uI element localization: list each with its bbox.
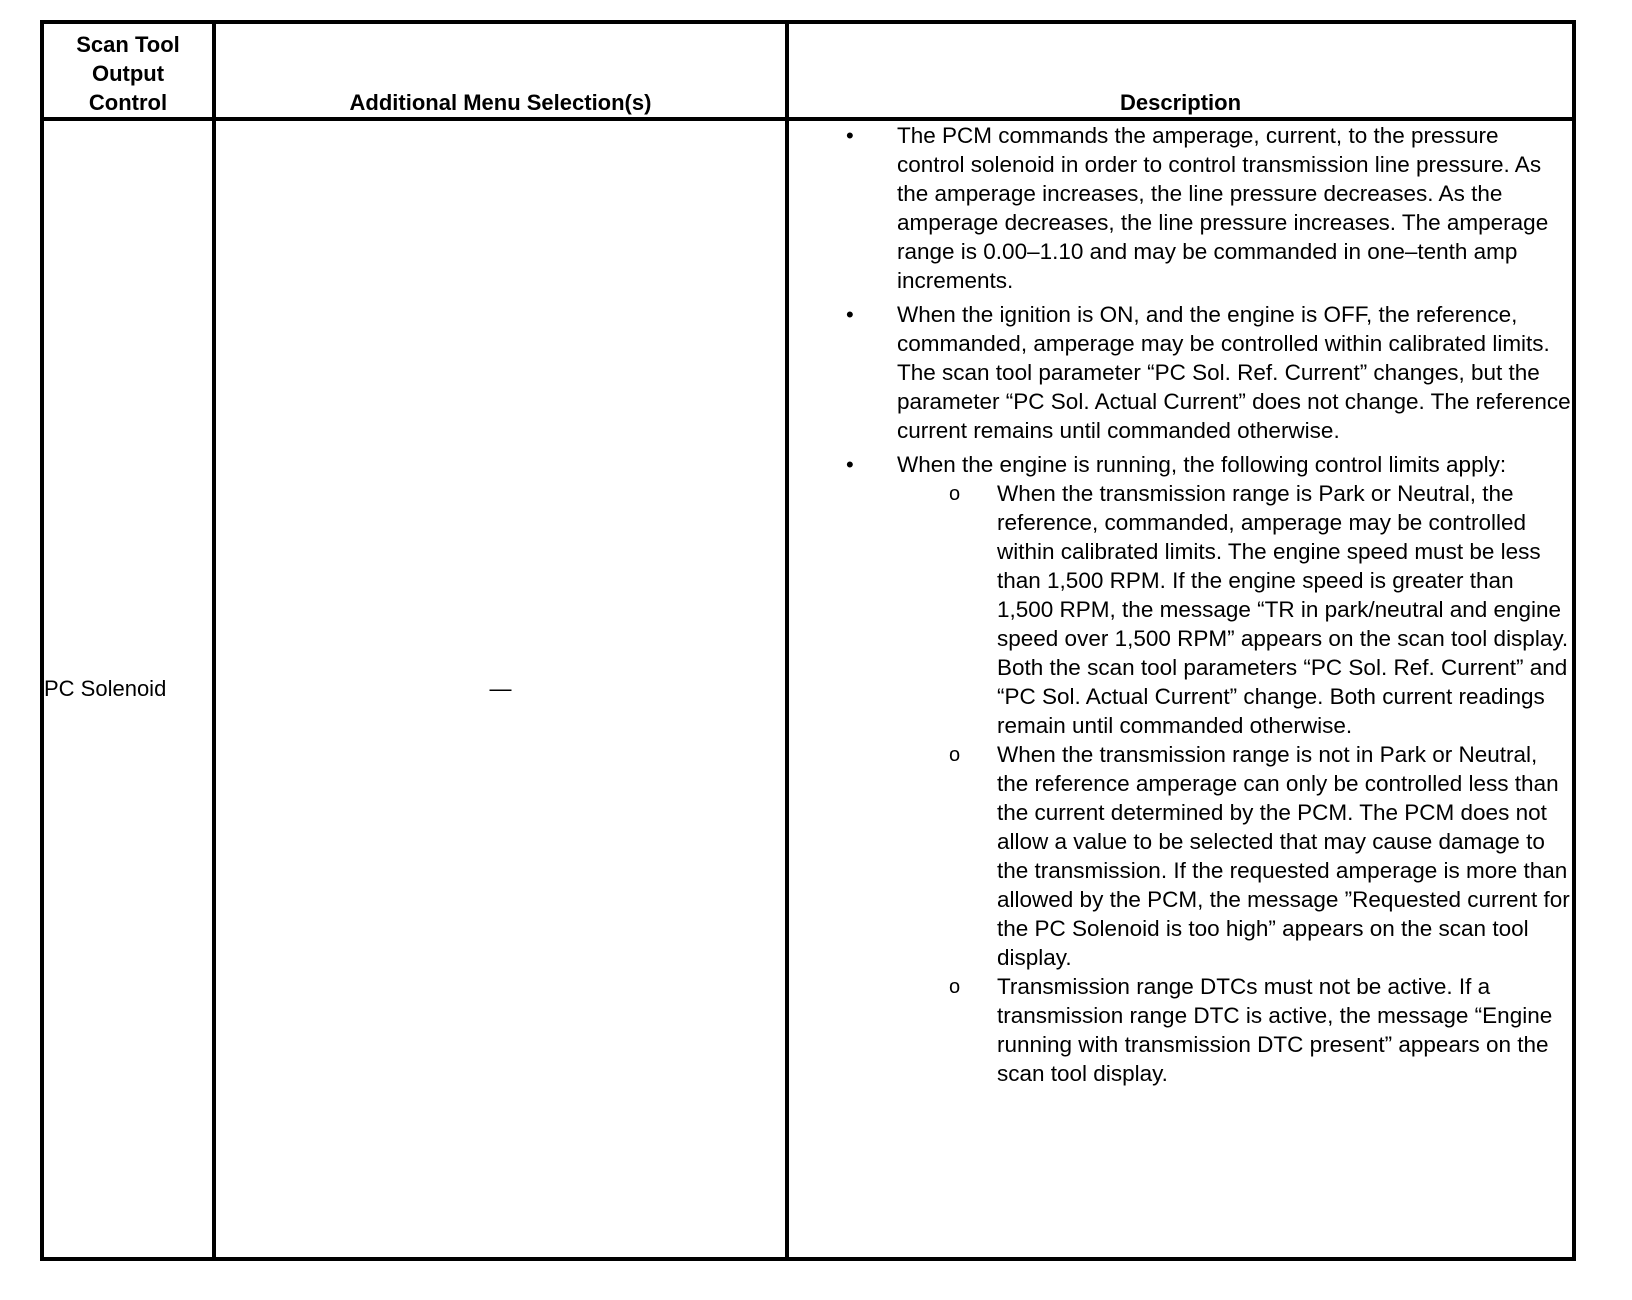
sub-list-item-text: When the transmission range is Park or Neutral, the reference, commanded, amperage may be controlled within calibrated limits. The engine speed must be less than 1,500 RPM. If the engine speed is greater than 1,500 RPM, the message “TR in park/neutral and engine speed over 1,500 RPM” appears on the scan tool display. Both the scan tool parameters “PC Sol. Ref. Current” and “PC Sol. Actual Current” change. Both current readings remain until commanded otherwise. <box>997 481 1569 738</box>
list-item-text: When the ignition is ON, and the engine is OFF, the reference, commanded, amperage may be controlled within calibrated limits. The scan tool parameter “PC Sol. Ref. Current” changes, but the parameter “PC Sol. Actual Current” does not change. The reference current remains until commanded otherwise. <box>897 302 1571 443</box>
circle-bullet-icon: o <box>949 976 961 998</box>
description-list <box>789 121 1572 1088</box>
list-item <box>789 450 1572 1088</box>
header-additional-menu: Additional Menu Selection(s) <box>214 22 787 119</box>
sub-list-item <box>789 479 1572 740</box>
sub-list-item-text: Transmission range DTCs must not be active. If a transmission range DTC is active, the message “Engine running with transmission DTC present” appears on the scan tool display. <box>997 974 1553 1086</box>
cell-additional-menu: — <box>214 119 787 1259</box>
header-description: Description <box>787 22 1574 119</box>
header-output-control-line-3: Control <box>88 90 168 115</box>
circle-bullet-icon: o <box>949 483 961 505</box>
bullet-icon: • <box>846 302 854 327</box>
table-row <box>42 119 1574 1259</box>
list-item <box>789 300 1572 445</box>
scan-tool-output-control-table <box>40 20 1576 1261</box>
header-output-control-line-2: Output <box>91 61 165 86</box>
list-item <box>789 121 1572 295</box>
sub-list-item <box>789 972 1572 1088</box>
cell-output-control: PC Solenoid <box>42 119 214 1259</box>
sub-list-item-text: When the transmission range is not in Park or Neutral, the reference amperage can only be controlled less than the current determined by the PCM. The PCM does not allow a value to be selected that may cause damage to the transmission. If the requested amperage is more than allowed by the PCM, the message ”Requested current for the PC Solenoid is too high” appears on the scan tool display. <box>997 742 1570 970</box>
bullet-icon: • <box>846 123 854 148</box>
sub-list-item <box>789 740 1572 972</box>
table-body <box>42 119 1574 1259</box>
sub-list <box>789 479 1572 1088</box>
header-row <box>42 22 1574 119</box>
circle-bullet-icon: o <box>949 744 961 766</box>
table-header <box>42 22 1574 119</box>
list-item-text: When the engine is running, the following control limits apply: <box>897 452 1507 477</box>
bullet-icon: • <box>846 452 854 477</box>
header-output-control-line-1: Scan Tool <box>76 32 180 57</box>
cell-description <box>787 119 1574 1259</box>
list-item-text: The PCM commands the amperage, current, to the pressure control solenoid in order to control transmission line pressure. As the amperage increases, the line pressure decreases. As the amperage decreases, the line pressure increases. The amperage range is 0.00–1.10 and may be commanded in one–tenth amp increments. <box>897 123 1549 293</box>
header-output-control <box>42 22 214 119</box>
